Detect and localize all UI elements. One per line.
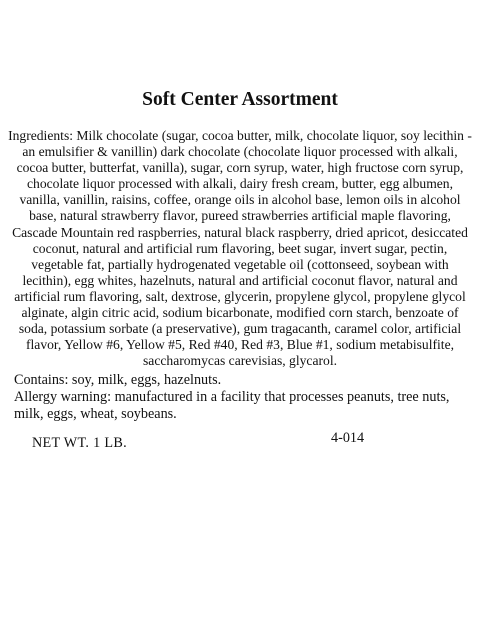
ingredients-paragraph: Ingredients: Milk chocolate (sugar, cocoa butter, milk, chocolate liquor, soy lecithin - an emulsifier & vanillin) dark chocolate (chocolate liquor processed with alkali, cocoa butter, butterfat, vanilla), sugar, corn syrup, water, high fructose corn syrup, chocolate liquor processed with alkali, dairy fresh cream, butter, egg albumen, vanilla, vanillin, raisins, coffee, orange oils in alcohol base, lemon oils in alcohol base, natural strawberry flavor, pureed strawberries artificial maple flavoring, Cascade Mountain red raspberries, natural black raspberry, dried apricot, desiccated coconut, natural and artificial rum flavoring, beet sugar, invert sugar, pectin, vegetable fat, partially hydrogenated vegetable oil (cottonseed, soybean with lecithin), egg whites, hazelnuts, natural and artificial coconut flavor, natural and artificial rum flavoring, salt, dextrose, glycerin, propylene glycol, propylene glycol alginate, algin citric acid, sodium bicarbonate, modified corn starch, benzoate of soda, potassium sorbate (a preservative), gum tragacanth, caramel color, artificial flavor, Yellow #6, Yellow #5, Red #40, Red #3, Blue #1, sodium metabisulfite, saccharomycas carevisias, glycarol. [8, 128, 472, 369]
product-title: Soft Center Assortment [142, 89, 338, 110]
product-code: 4-014 [331, 430, 365, 446]
allergy-warning: Allergy warning: manufactured in a facility that processes peanuts, tree nuts, milk, eggs, wheat, soybeans. [14, 389, 450, 422]
net-weight: NET WT. 1 LB. [32, 435, 127, 451]
contains-statement: Contains: soy, milk, eggs, hazelnuts. [14, 372, 222, 388]
